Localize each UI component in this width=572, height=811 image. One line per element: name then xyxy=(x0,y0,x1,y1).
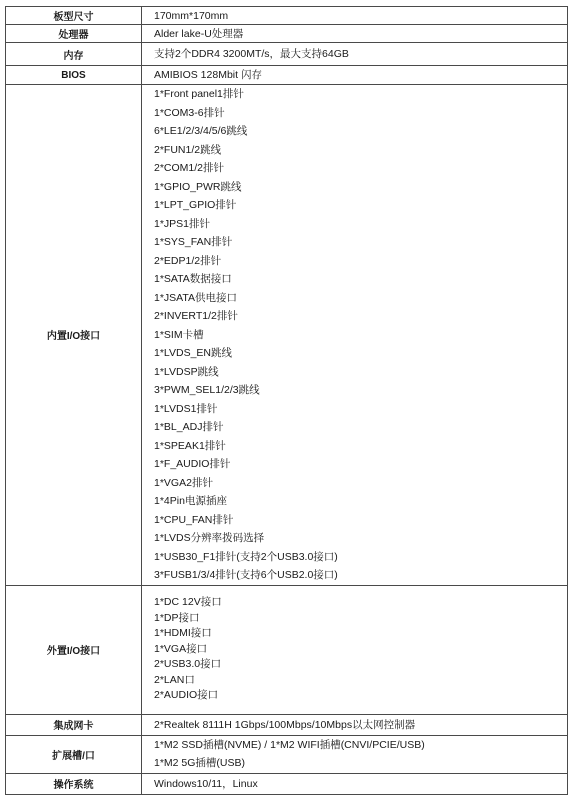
spec-row-external-io xyxy=(6,585,568,714)
spec-value-line: 1*F_AUDIO排针 xyxy=(154,458,231,470)
spec-value-line: Windows10/11，Linux xyxy=(154,777,258,790)
spec-value-line: 1*LVDS1排针 xyxy=(154,402,218,415)
spec-value-line: 2*FUN1/2跳线 xyxy=(154,143,222,156)
spec-value-line: 1*LVDSP跳线 xyxy=(154,365,219,378)
spec-table xyxy=(5,6,568,795)
spec-value-line: 1*BL_ADJ排针 xyxy=(154,421,224,433)
spec-value-line: 2*USB3.0接口 xyxy=(154,658,222,671)
spec-value-line: Alder lake-U处理器 xyxy=(154,27,244,40)
spec-value-board-size xyxy=(142,7,568,25)
spec-label-processor: 处理器 xyxy=(6,25,142,43)
spec-value-line: 1*SIM卡槽 xyxy=(154,328,204,341)
spec-value-line: 1*M2 5G插槽(USB) xyxy=(154,757,246,769)
spec-value-line: 1*LVDS_EN跳线 xyxy=(154,347,233,359)
spec-value-line: 2*LAN口 xyxy=(154,673,195,686)
spec-value-network-card xyxy=(142,714,568,735)
spec-label-operating-system: 操作系统 xyxy=(6,773,142,794)
spec-value-line: 6*LE1/2/3/4/5/6跳线 xyxy=(154,125,248,137)
spec-value-line: 2*COM1/2排针 xyxy=(154,162,225,174)
spec-value-line: 1*LPT_GPIO排针 xyxy=(154,199,237,211)
spec-value-line: 1*HDMI接口 xyxy=(154,627,212,640)
spec-row-bios xyxy=(6,66,568,85)
spec-value-line: 3*FUSB1/3/4排针(支持6个USB2.0接口) xyxy=(154,569,338,581)
spec-value-line: 1*LVDS分辨率拨码选择 xyxy=(154,532,265,544)
spec-row-board-size xyxy=(6,7,568,25)
spec-value-line: 1*USB30_F1排针(支持2个USB3.0接口) xyxy=(154,550,338,563)
spec-value-line: 1*JPS1排针 xyxy=(154,217,211,230)
spec-label-bios: BIOS xyxy=(6,66,142,85)
spec-value-line: 1*SYS_FAN排针 xyxy=(154,236,233,248)
spec-label-external-io: 外置I/O接口 xyxy=(6,585,142,714)
spec-row-memory xyxy=(6,43,568,66)
spec-row-operating-system xyxy=(6,773,568,794)
spec-value-line: 1*Front panel1排针 xyxy=(154,88,244,100)
spec-value-line: 1*4Pin电源插座 xyxy=(154,495,227,507)
spec-value-line: AMIBIOS 128Mbit 闪存 xyxy=(154,69,262,81)
spec-label-internal-io: 内置I/O接口 xyxy=(6,85,142,586)
spec-value-line: 1*GPIO_PWR跳线 xyxy=(154,180,242,193)
spec-value-line: 1*CPU_FAN排针 xyxy=(154,513,234,526)
spec-value-line: 2*INVERT1/2排针 xyxy=(154,310,238,322)
spec-value-expansion-slots xyxy=(142,735,568,773)
spec-value-external-io xyxy=(142,585,568,714)
spec-value-line: 1*SPEAK1排针 xyxy=(154,439,226,452)
spec-value-line: 1*VGA接口 xyxy=(154,642,208,655)
spec-value-line: 3*PWM_SEL1/2/3跳线 xyxy=(154,384,260,396)
spec-value-operating-system xyxy=(142,773,568,794)
spec-row-processor xyxy=(6,25,568,43)
spec-label-memory: 内存 xyxy=(6,43,142,66)
spec-row-internal-io xyxy=(6,85,568,586)
spec-value-line: 1*M2 SSD插槽(NVME) / 1*M2 WIFI插槽(CNVI/PCIE/USB) xyxy=(154,738,425,751)
spec-row-network-card xyxy=(6,714,568,735)
spec-value-processor xyxy=(142,25,568,43)
spec-value-line: 1*COM3-6排针 xyxy=(154,106,225,119)
spec-table-body xyxy=(6,7,568,795)
spec-value-line: 2*AUDIO接口 xyxy=(154,689,219,702)
spec-label-expansion-slots: 扩展槽/口 xyxy=(6,735,142,773)
spec-value-line: 1*DP接口 xyxy=(154,611,200,624)
spec-row-expansion-slots xyxy=(6,735,568,773)
spec-value-line: 2*Realtek 8111H 1Gbps/100Mbps/10Mbps以太网控制器 xyxy=(154,718,416,731)
spec-value-bios xyxy=(142,66,568,85)
spec-value-line: 支持2个DDR4 3200MT/s，最大支持64GB xyxy=(154,48,349,60)
spec-value-memory xyxy=(142,43,568,66)
spec-value-line: 2*EDP1/2排针 xyxy=(154,254,222,267)
spec-value-line: 1*JSATA供电接口 xyxy=(154,291,238,304)
spec-value-internal-io xyxy=(142,85,568,586)
spec-value-line: 1*SATA数据接口 xyxy=(154,273,232,285)
spec-value-line: 1*DC 12V接口 xyxy=(154,596,222,609)
spec-label-network-card: 集成网卡 xyxy=(6,714,142,735)
spec-value-line: 170mm*170mm xyxy=(154,9,229,22)
spec-label-board-size: 板型尺寸 xyxy=(6,7,142,25)
spec-value-line: 1*VGA2排针 xyxy=(154,476,213,489)
